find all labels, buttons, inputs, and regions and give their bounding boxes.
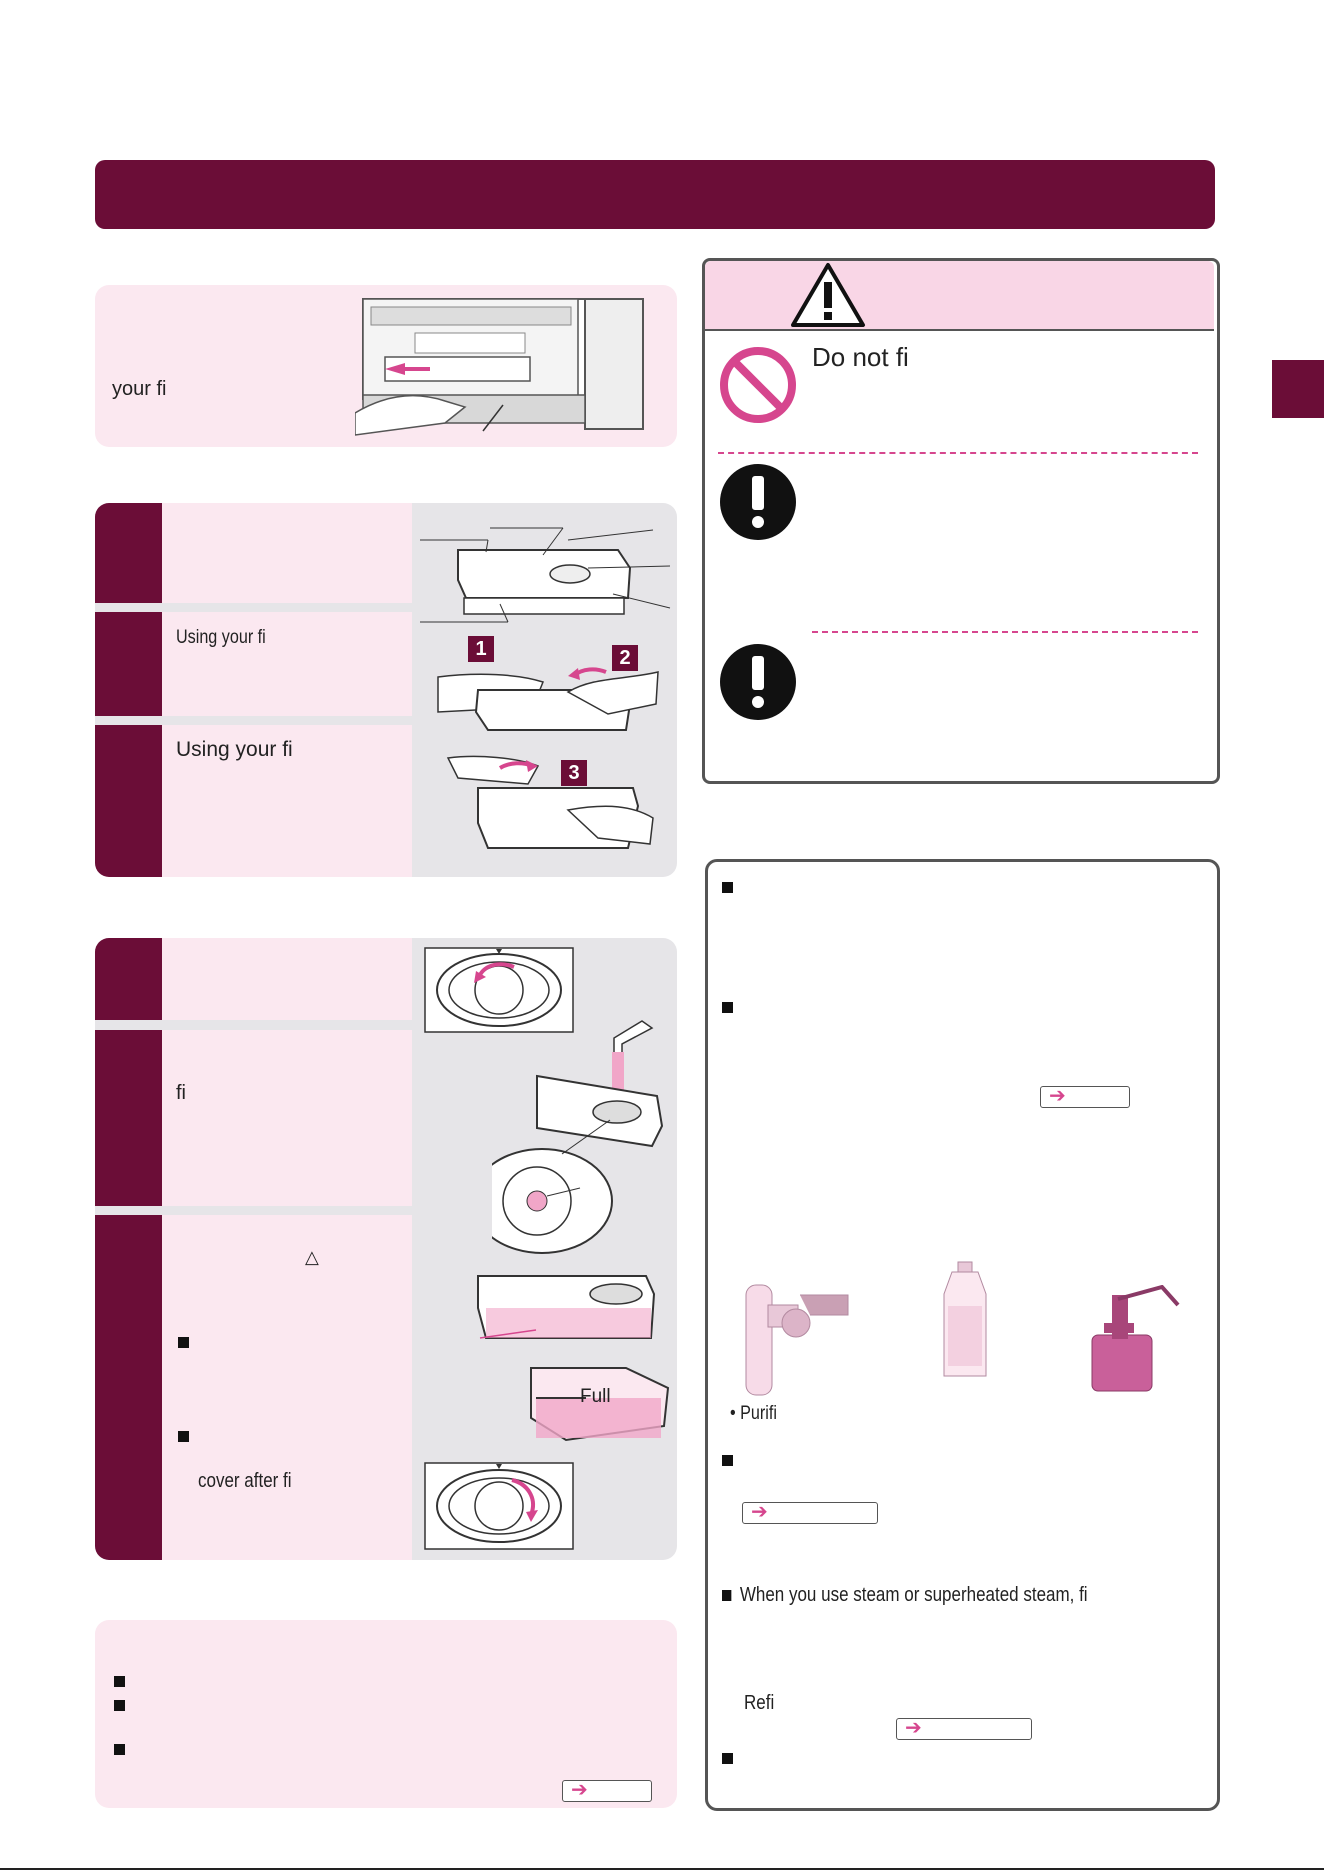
warning-triangle-icon: [790, 262, 866, 328]
step-b1-number: [95, 938, 162, 1020]
bottom-rule: [0, 1868, 1324, 1870]
step-a3-number: [95, 725, 162, 877]
water-purifier-illustration: [740, 1275, 850, 1400]
full-level-illustration: [476, 1268, 672, 1446]
step-b1-text: [162, 938, 412, 1020]
section-header-bar: [95, 160, 1215, 229]
triangle-mark: △: [305, 1247, 319, 1267]
cap-close-illustration: [424, 1462, 574, 1550]
steam-text-line: [722, 1584, 1088, 1607]
prohibit-text: Do not fi: [812, 342, 909, 372]
microwave-oven-illustration: [355, 295, 655, 440]
intro-text: your fi: [112, 378, 167, 400]
page-ref-2[interactable]: [742, 1502, 878, 1524]
arrow-right-icon: ➔: [1049, 1085, 1066, 1107]
page-ref-left[interactable]: [562, 1780, 652, 1802]
step-b2-text: fi: [176, 1082, 186, 1104]
step-b3-text-bg: [162, 1215, 412, 1560]
step-b3-cover-text: cover after fi: [198, 1470, 292, 1492]
purifier-label: • Purifi: [730, 1403, 777, 1424]
refill-text: Refi: [744, 1692, 775, 1714]
dashed-divider-1: [718, 452, 1198, 454]
slide-tank-illustration: [418, 748, 676, 868]
step-a1-text: [162, 503, 412, 603]
prohibited-icon: [718, 345, 798, 425]
full-label: Full: [580, 1386, 611, 1407]
arrow-right-icon: ➔: [905, 1717, 922, 1739]
right-bullet-4: [722, 1750, 743, 1768]
note-bullet-1: [114, 1673, 135, 1691]
exclamation-icon-2: [718, 642, 798, 722]
step-b3-number: [95, 1215, 162, 1560]
step-a3-text: Using your fi: [176, 738, 293, 761]
warning-header: [705, 261, 1214, 331]
callout-1: 1: [468, 636, 494, 662]
bottled-water-illustration: [940, 1260, 990, 1380]
step-a2-text: Using your fi: [176, 627, 266, 648]
right-bullet-1: [722, 879, 743, 897]
step-b2-number: [95, 1030, 162, 1206]
steam-text: When you use steam or superheated steam, fi: [739, 1584, 1088, 1606]
step-b2-text-bg: [162, 1030, 412, 1206]
note-bullet-2: [114, 1697, 135, 1715]
step-a2-number: [95, 612, 162, 716]
water-tank-illustration: [418, 520, 676, 630]
pour-water-illustration: [492, 1016, 670, 1256]
chapter-tab: [1272, 360, 1324, 418]
callout-2: 2: [612, 645, 638, 671]
right-bullet-2: [722, 999, 743, 1017]
step-b3-bullet-2: [178, 1428, 199, 1446]
step-a1-number: [95, 503, 162, 603]
right-bullet-3: [722, 1452, 743, 1470]
exclamation-icon-1: [718, 462, 798, 542]
callout-3: 3: [561, 760, 587, 786]
dashed-divider-2: [812, 631, 1198, 633]
arrow-right-icon: ➔: [571, 1779, 588, 1801]
page-ref-3[interactable]: [896, 1718, 1032, 1740]
arrow-right-icon: ➔: [751, 1501, 768, 1523]
well-pump-illustration: [1082, 1285, 1182, 1395]
note-bullet-3: [114, 1741, 135, 1759]
step-b3-bullet-1: [178, 1334, 199, 1352]
page-ref-1[interactable]: [1040, 1086, 1130, 1108]
